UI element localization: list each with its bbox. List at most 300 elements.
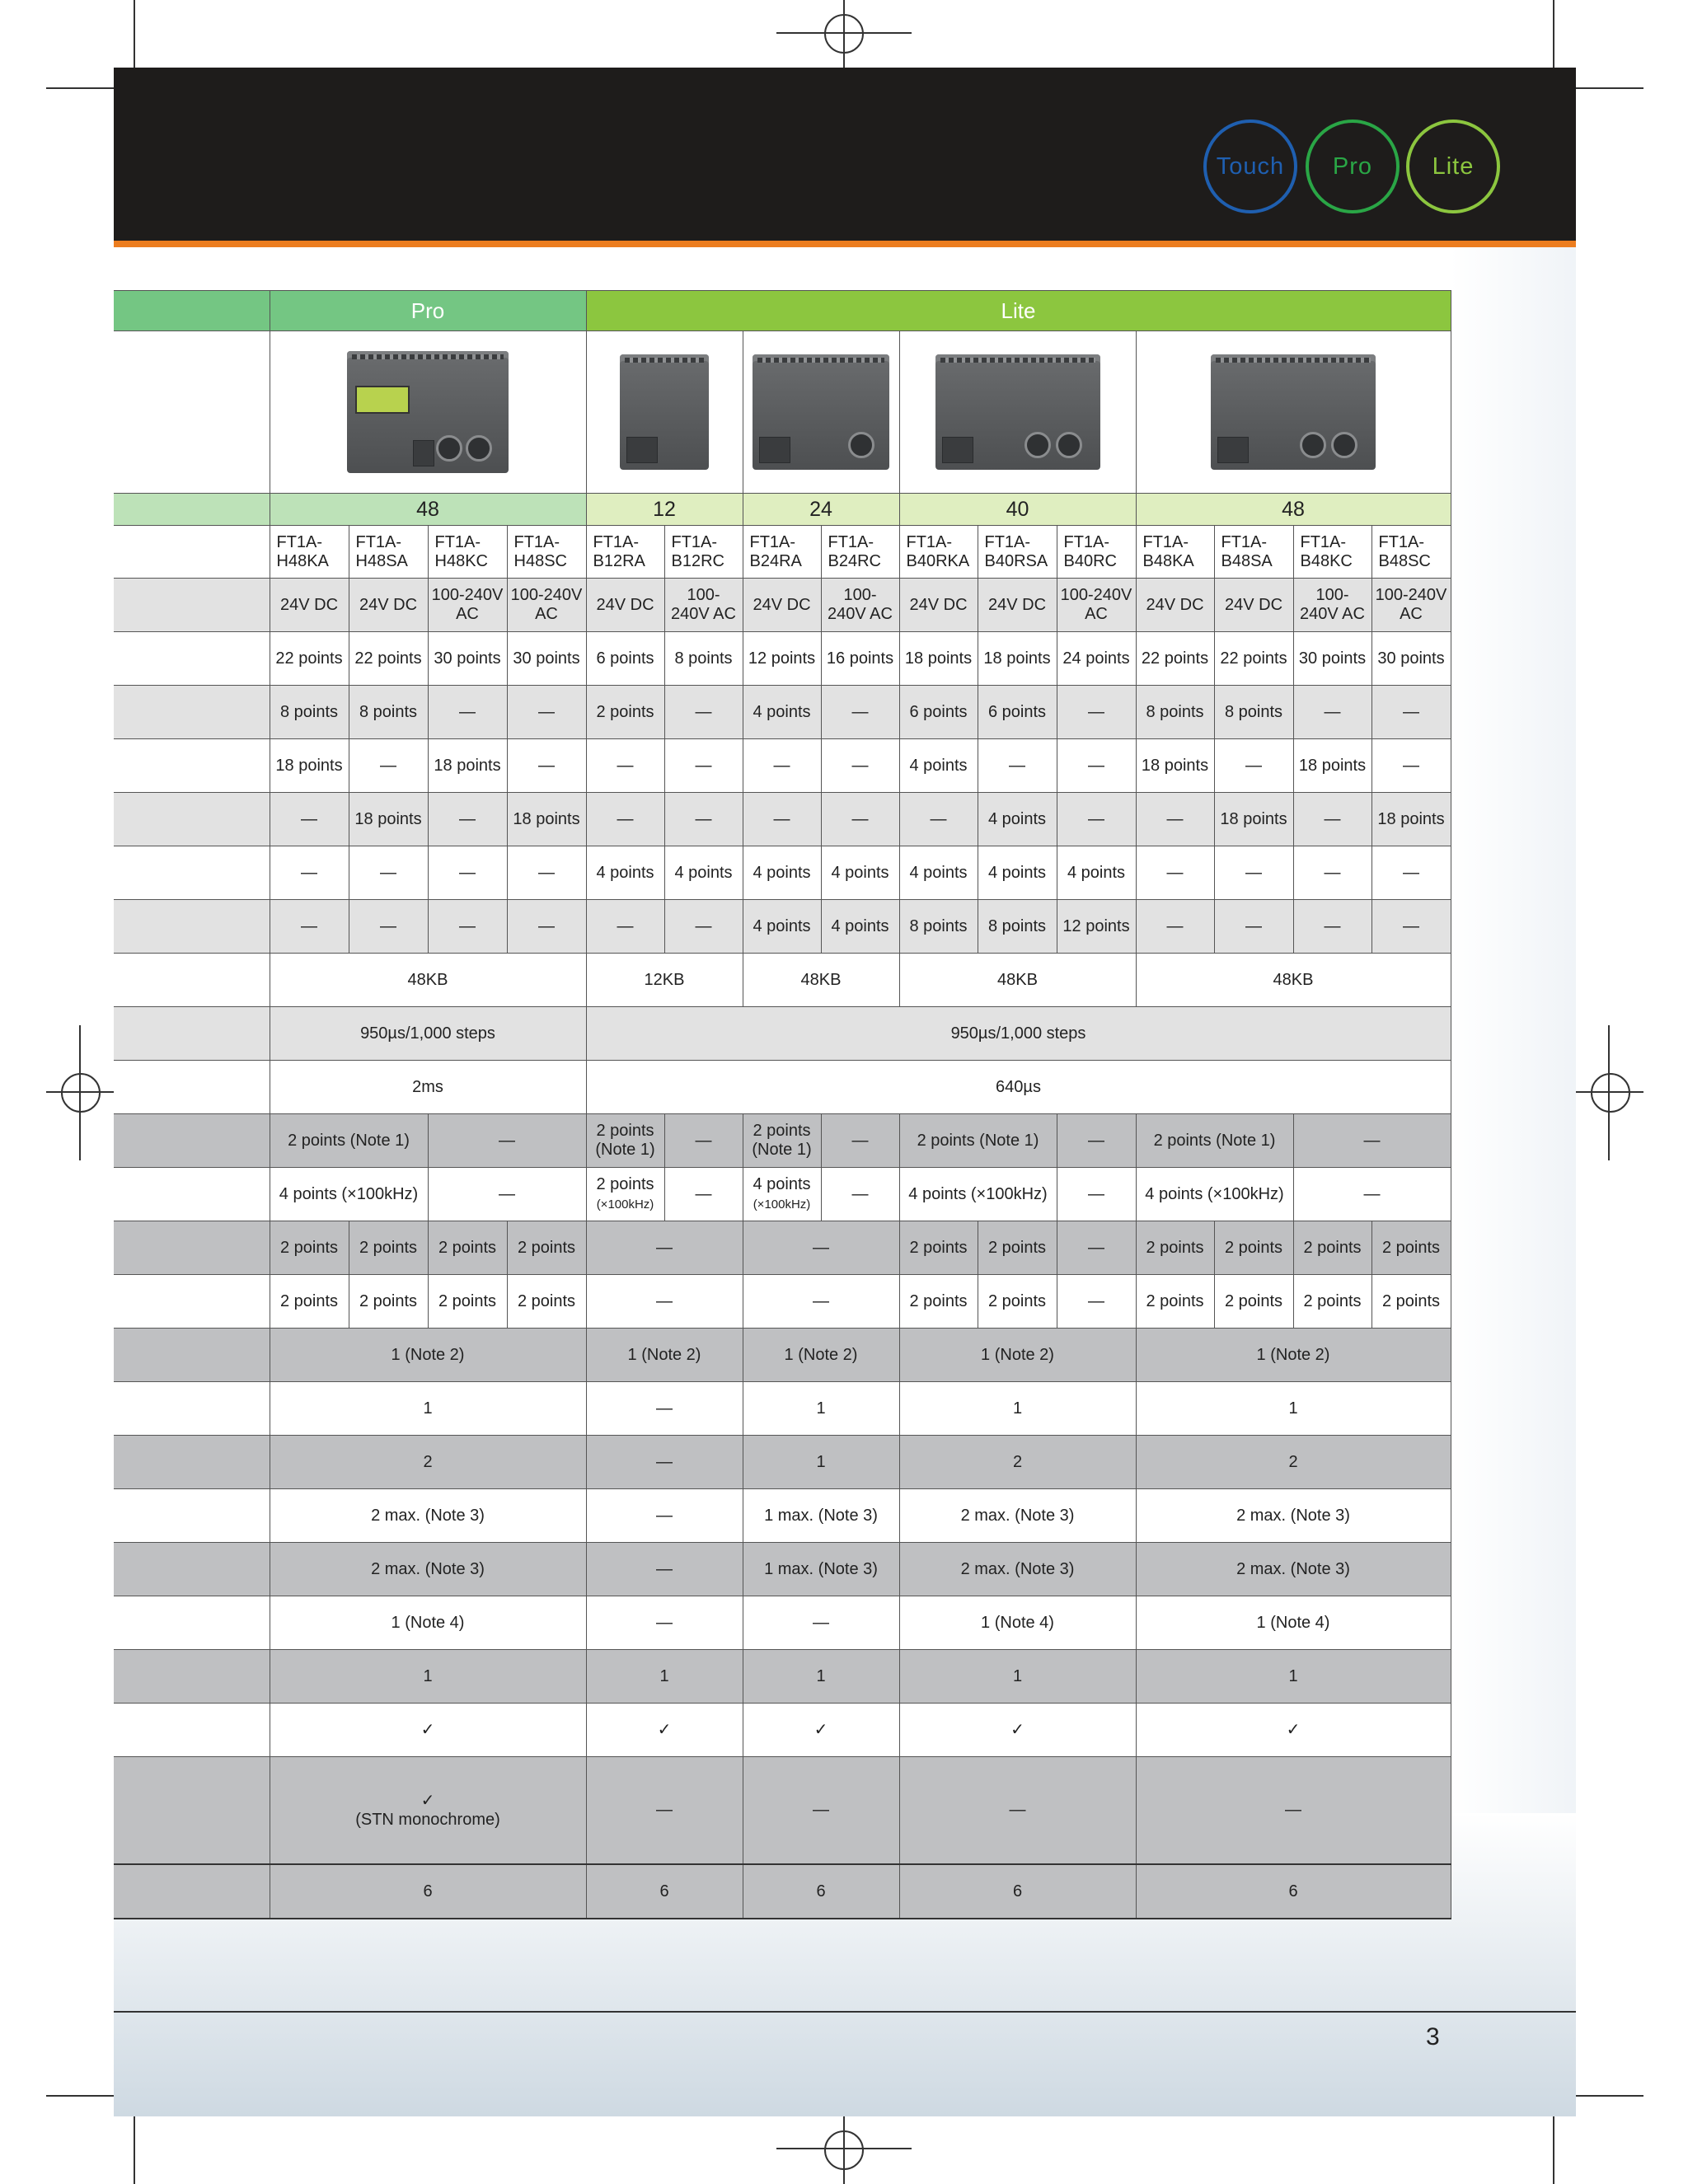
- value-cell: 2: [1136, 1436, 1451, 1489]
- value-cell: —: [1293, 793, 1372, 846]
- count-cell: 24: [743, 494, 899, 526]
- value-cell: 2 points (Note 1): [899, 1114, 1057, 1168]
- value-cell: 22 points: [349, 632, 428, 686]
- value-cell: 2 points: [428, 1221, 507, 1275]
- value-subtext: (×100kHz): [596, 1197, 654, 1212]
- crop-mark: [134, 2116, 135, 2184]
- row-label-cell: [114, 1275, 270, 1329]
- row-label-cell: [114, 793, 270, 846]
- value-cell: 18 points: [507, 793, 586, 846]
- power-cell: 24V DC: [978, 579, 1057, 632]
- value-cell: —: [586, 1436, 743, 1489]
- value-cell: —: [349, 900, 428, 954]
- value-cell: —: [1293, 1168, 1451, 1221]
- blank-cell: [114, 494, 270, 526]
- value-cell: 1 max. (Note 3): [743, 1543, 899, 1596]
- value-cell: 30 points: [428, 632, 507, 686]
- value-cell: 48KB: [743, 954, 899, 1007]
- value-cell: —: [1057, 686, 1136, 739]
- value-cell: —: [1136, 793, 1214, 846]
- power-cell: 100-240V AC: [664, 579, 743, 632]
- value-cell: —: [821, 1114, 899, 1168]
- value-cell: —: [349, 739, 428, 793]
- value-cell: —: [743, 1221, 899, 1275]
- value-cell: 1: [899, 1382, 1136, 1436]
- value-cell: 4 points (×100kHz): [1136, 1168, 1293, 1221]
- value-cell: —: [270, 846, 349, 900]
- relay-output-row: [114, 846, 1451, 900]
- value-cell: 4 points: [821, 846, 899, 900]
- power-cell: 100-240V AC: [1057, 579, 1136, 632]
- clock-row: [114, 1704, 1451, 1757]
- value-cell: 4 points: [978, 846, 1057, 900]
- value-cell: 12KB: [586, 954, 743, 1007]
- serial-port-row: [114, 1436, 1451, 1489]
- value-cell: —: [428, 1114, 586, 1168]
- value-cell: —: [1372, 686, 1451, 739]
- model-cell: FT1A-B48KC: [1293, 526, 1372, 579]
- value-cell: 1 (Note 2): [1136, 1329, 1451, 1382]
- power-cell: 100-240V AC: [507, 579, 586, 632]
- value-cell: —: [1136, 1757, 1451, 1865]
- value-cell: 2 max. (Note 3): [899, 1543, 1136, 1596]
- power-cell: 100-240V AC: [821, 579, 899, 632]
- model-row: [114, 526, 1451, 579]
- value-cell: —: [507, 846, 586, 900]
- value-cell: 8 points: [349, 686, 428, 739]
- pro-badge: Pro: [1306, 120, 1400, 213]
- value-text: 2 points: [596, 1174, 654, 1193]
- value-cell: 6: [270, 1864, 586, 1919]
- row-label-cell: [114, 954, 270, 1007]
- check-icon: ✓: [420, 1791, 435, 1810]
- value-cell: 2 points: [1293, 1275, 1372, 1329]
- touch-badge: Touch: [1203, 120, 1297, 213]
- row-label-cell: [114, 526, 270, 579]
- model-cell: FT1A-H48KA: [270, 526, 349, 579]
- power-cell: 100-240V AC: [1372, 579, 1451, 632]
- value-cell: 4 points (×100kHz): [270, 1168, 428, 1221]
- model-cell: FT1A-H48SA: [349, 526, 428, 579]
- value-cell: 18 points: [978, 632, 1057, 686]
- registration-mark: [1591, 1073, 1630, 1113]
- registration-line: [1608, 1025, 1610, 1160]
- value-text: 4 points: [753, 1174, 811, 1193]
- value-cell: —: [1372, 846, 1451, 900]
- value-cell: 2 max. (Note 3): [270, 1489, 586, 1543]
- value-cell: —: [821, 1168, 899, 1221]
- value-cell: —: [1136, 846, 1214, 900]
- value-cell: 4 points: [899, 846, 978, 900]
- value-cell: 6: [586, 1864, 743, 1919]
- power-supply-row: [114, 579, 1451, 632]
- value-cell: 48KB: [270, 954, 586, 1007]
- value-cell: 2 max. (Note 3): [1136, 1543, 1451, 1596]
- value-cell: —: [1214, 739, 1293, 793]
- value-cell: —: [899, 1757, 1136, 1865]
- value-cell: 2: [270, 1436, 586, 1489]
- row-label-cell: [114, 579, 270, 632]
- value-cell: 6 points: [899, 686, 978, 739]
- footer-rule: [114, 2011, 1576, 2013]
- power-cell: 24V DC: [586, 579, 664, 632]
- power-cell: 24V DC: [1136, 579, 1214, 632]
- value-cell: 1 (Note 2): [743, 1329, 899, 1382]
- value-cell: 2 points (Note 1): [270, 1114, 428, 1168]
- model-cell: FT1A-B24RA: [743, 526, 821, 579]
- row-label-cell: [114, 1168, 270, 1221]
- pro-band: Pro: [270, 291, 586, 331]
- value-cell: 1: [743, 1436, 899, 1489]
- power-cell: 24V DC: [349, 579, 428, 632]
- power-cell: 100-240V AC: [428, 579, 507, 632]
- value-cell: —: [586, 1543, 743, 1596]
- value-cell: 6: [743, 1864, 899, 1919]
- value-cell: 640µs: [586, 1061, 1451, 1114]
- value-cell: 2 max. (Note 3): [270, 1543, 586, 1596]
- value-cell: 2 points (Note 1): [1136, 1114, 1293, 1168]
- registration-line: [843, 0, 845, 68]
- value-cell: 8 points: [270, 686, 349, 739]
- row-label-cell: [114, 1650, 270, 1704]
- value-cell: 4 points: [743, 686, 821, 739]
- row-label-cell: [114, 686, 270, 739]
- row-label-cell: [114, 1382, 270, 1436]
- value-cell: —: [270, 900, 349, 954]
- value-cell: —: [821, 686, 899, 739]
- value-cell: —: [899, 793, 978, 846]
- analog-output-row: [114, 1114, 1451, 1168]
- value-text: (STN monochrome): [355, 1810, 500, 1829]
- value-cell: 4 points: [821, 900, 899, 954]
- value-cell: 4 points (×100kHz): [899, 1168, 1057, 1221]
- value-cell: 48KB: [899, 954, 1136, 1007]
- value-cell: 8 points: [978, 900, 1057, 954]
- value-cell: —: [743, 793, 821, 846]
- model-cell: FT1A-B12RC: [664, 526, 743, 579]
- check-icon: ✓: [899, 1704, 1136, 1757]
- ethernet-port-row: [114, 1382, 1451, 1436]
- blank-cell: [114, 331, 270, 494]
- value-cell: 12 points: [743, 632, 821, 686]
- cartridge-row: [114, 1489, 1451, 1543]
- row-label-cell: [114, 1596, 270, 1650]
- cartridge-2-row: [114, 1543, 1451, 1596]
- value-cell: —: [507, 739, 586, 793]
- row-label-cell: [114, 1704, 270, 1757]
- count-cell: 48: [1136, 494, 1451, 526]
- value-cell: —: [664, 1114, 743, 1168]
- value-cell: 2 max. (Note 3): [1136, 1489, 1451, 1543]
- io-count-row: [114, 494, 1451, 526]
- value-cell: —: [586, 1489, 743, 1543]
- row-label-cell: [114, 1757, 270, 1865]
- value-cell: 22 points: [270, 632, 349, 686]
- lite-48-product-image: [1136, 331, 1451, 494]
- value-cell: —: [586, 1275, 743, 1329]
- blank-cell: [114, 291, 270, 331]
- value-cell: 30 points: [1372, 632, 1451, 686]
- value-cell: 2 points: [1136, 1221, 1214, 1275]
- crop-mark: [46, 2095, 114, 2097]
- lite-40-product-image: [899, 331, 1136, 494]
- transistor-source-row: [114, 793, 1451, 846]
- value-cell: [743, 1168, 821, 1221]
- value-cell: 18 points: [1293, 739, 1372, 793]
- value-cell: 2 points: [270, 1275, 349, 1329]
- registration-mark: [61, 1073, 101, 1113]
- value-cell: —: [1057, 793, 1136, 846]
- value-cell: 4 points: [1057, 846, 1136, 900]
- row-label-cell: [114, 1114, 270, 1168]
- value-cell: —: [1293, 900, 1372, 954]
- pwm-output-row: [114, 1275, 1451, 1329]
- value-cell: 4 points: [899, 739, 978, 793]
- value-cell: —: [586, 1757, 743, 1865]
- value-cell: 2 points: [899, 1275, 978, 1329]
- value-cell: 1: [1136, 1382, 1451, 1436]
- value-cell: —: [1057, 1275, 1136, 1329]
- value-cell: 6: [899, 1864, 1136, 1919]
- value-subtext: (×100kHz): [753, 1197, 811, 1212]
- value-cell: —: [821, 739, 899, 793]
- power-cell: 24V DC: [1214, 579, 1293, 632]
- row-label-cell: [114, 1221, 270, 1275]
- model-cell: FT1A-B40RC: [1057, 526, 1136, 579]
- model-cell: FT1A-B40RKA: [899, 526, 978, 579]
- value-cell: —: [664, 1168, 743, 1221]
- value-cell: 48KB: [1136, 954, 1451, 1007]
- value-cell: —: [664, 900, 743, 954]
- model-cell: FT1A-B48SC: [1372, 526, 1451, 579]
- value-cell: —: [821, 793, 899, 846]
- row-label-cell: [114, 1329, 270, 1382]
- value-cell: 1 (Note 2): [586, 1329, 743, 1382]
- value-cell: 1: [743, 1382, 899, 1436]
- lite-band: Lite: [586, 291, 1451, 331]
- value-cell: 1 (Note 4): [899, 1596, 1136, 1650]
- expansion-row: [114, 1596, 1451, 1650]
- model-cell: FT1A-B12RA: [586, 526, 664, 579]
- crop-mark: [1576, 87, 1643, 89]
- check-icon: ✓: [586, 1704, 743, 1757]
- row-label-cell: [114, 1061, 270, 1114]
- value-cell: 2 points: [349, 1275, 428, 1329]
- value-cell: —: [428, 793, 507, 846]
- header-accent-stripe: [114, 241, 1576, 247]
- lite-badge: Lite: [1406, 120, 1500, 213]
- row-label-cell: [114, 846, 270, 900]
- value-cell: 2 points: [978, 1275, 1057, 1329]
- value-cell: 2 points (Note 1): [586, 1114, 664, 1168]
- value-cell: 6 points: [586, 632, 664, 686]
- table-row: [114, 291, 1451, 331]
- product-images-row: [114, 331, 1451, 494]
- value-cell: 2 points: [1372, 1221, 1451, 1275]
- value-cell: —: [743, 1757, 899, 1865]
- value-cell: 18 points: [428, 739, 507, 793]
- sd-card-row: [114, 1650, 1451, 1704]
- page-number: 3: [1426, 2023, 1440, 2050]
- value-cell: 2ms: [270, 1061, 586, 1114]
- value-cell: —: [664, 793, 743, 846]
- value-cell: —: [1057, 1168, 1136, 1221]
- value-cell: 30 points: [507, 632, 586, 686]
- pro-product-image: [270, 331, 586, 494]
- row-label-cell: [114, 1543, 270, 1596]
- value-cell: 1 (Note 4): [1136, 1596, 1451, 1650]
- value-cell: 2 max. (Note 3): [899, 1489, 1136, 1543]
- value-cell: 2: [899, 1436, 1136, 1489]
- value-cell: —: [743, 1596, 899, 1650]
- value-cell: —: [664, 739, 743, 793]
- usb-port-row: [114, 1329, 1451, 1382]
- pulse-output-row: [114, 1221, 1451, 1275]
- value-cell: 2 points: [978, 1221, 1057, 1275]
- value-cell: —: [507, 900, 586, 954]
- registration-line: [843, 2116, 845, 2184]
- display-row: [114, 1757, 1451, 1865]
- value-cell: 1: [1136, 1650, 1451, 1704]
- value-cell: 6 points: [978, 686, 1057, 739]
- crop-mark: [1553, 0, 1554, 68]
- value-cell: —: [1372, 739, 1451, 793]
- model-cell: FT1A-B24RC: [821, 526, 899, 579]
- registration-line: [1576, 1091, 1643, 1093]
- value-cell: 18 points: [349, 793, 428, 846]
- check-icon: ✓: [1136, 1704, 1451, 1757]
- value-cell: 2 points: [349, 1221, 428, 1275]
- relay-output-2-row: [114, 900, 1451, 954]
- value-cell: —: [428, 1168, 586, 1221]
- crop-mark: [1553, 2116, 1554, 2184]
- row-label-cell: [114, 900, 270, 954]
- value-cell: —: [428, 846, 507, 900]
- value-cell: —: [428, 686, 507, 739]
- value-cell: 22 points: [1136, 632, 1214, 686]
- value-cell: —: [586, 1596, 743, 1650]
- value-cell: 24 points: [1057, 632, 1136, 686]
- model-cell: FT1A-H48SC: [507, 526, 586, 579]
- value-cell: 950µs/1,000 steps: [586, 1007, 1451, 1061]
- value-cell: —: [743, 1275, 899, 1329]
- value-cell: —: [586, 739, 664, 793]
- value-cell: 2 points: [507, 1221, 586, 1275]
- value-cell: 1 max. (Note 3): [743, 1489, 899, 1543]
- value-cell: 22 points: [1214, 632, 1293, 686]
- value-cell: [586, 1168, 664, 1221]
- power-cell: 24V DC: [743, 579, 821, 632]
- value-cell: 1 (Note 2): [899, 1329, 1136, 1382]
- value-cell: —: [1214, 900, 1293, 954]
- value-cell: 2 points: [586, 686, 664, 739]
- row-label-cell: [114, 632, 270, 686]
- power-cell: 24V DC: [899, 579, 978, 632]
- value-cell: 950µs/1,000 steps: [270, 1007, 586, 1061]
- last-row: [114, 1864, 1451, 1919]
- registration-line: [79, 1025, 81, 1160]
- value-cell: 4 points: [743, 846, 821, 900]
- value-cell: —: [1293, 1114, 1451, 1168]
- crop-mark: [1576, 2095, 1643, 2097]
- value-cell: 8 points: [899, 900, 978, 954]
- value-cell: 1: [586, 1650, 743, 1704]
- value-cell: 2 points: [899, 1221, 978, 1275]
- crop-mark: [134, 0, 135, 68]
- value-cell: 18 points: [899, 632, 978, 686]
- crop-mark: [46, 87, 114, 89]
- count-cell: 40: [899, 494, 1136, 526]
- value-cell: 18 points: [1136, 739, 1214, 793]
- value-cell: —: [978, 739, 1057, 793]
- value-cell: 4 points: [664, 846, 743, 900]
- value-cell: 8 points: [1136, 686, 1214, 739]
- row-label-cell: [114, 1436, 270, 1489]
- power-cell: 100-240V AC: [1293, 579, 1372, 632]
- value-cell: 2 points: [270, 1221, 349, 1275]
- row-label-cell: [114, 1007, 270, 1061]
- scan-time-row: [114, 1061, 1451, 1114]
- value-cell: 8 points: [664, 632, 743, 686]
- value-cell: [270, 1757, 586, 1865]
- value-cell: 16 points: [821, 632, 899, 686]
- value-cell: 1: [270, 1650, 586, 1704]
- row-label-cell: [114, 1864, 270, 1919]
- high-speed-counter-row: [114, 1168, 1451, 1221]
- value-cell: —: [586, 1221, 743, 1275]
- value-cell: 18 points: [1214, 793, 1293, 846]
- value-cell: 18 points: [1372, 793, 1451, 846]
- processing-speed-row: [114, 1007, 1451, 1061]
- value-cell: 4 points: [586, 846, 664, 900]
- value-cell: 12 points: [1057, 900, 1136, 954]
- value-cell: 2 points (Note 1): [743, 1114, 821, 1168]
- value-cell: —: [1214, 846, 1293, 900]
- digital-inputs-row: [114, 632, 1451, 686]
- value-cell: 4 points: [978, 793, 1057, 846]
- value-cell: —: [349, 846, 428, 900]
- lite-24-product-image: [743, 331, 899, 494]
- value-cell: —: [586, 793, 664, 846]
- value-cell: 6: [1136, 1864, 1451, 1919]
- analog-inputs-row: [114, 686, 1451, 739]
- value-cell: —: [270, 793, 349, 846]
- value-cell: 1: [270, 1382, 586, 1436]
- model-cell: FT1A-B48KA: [1136, 526, 1214, 579]
- value-cell: —: [1136, 900, 1214, 954]
- value-cell: 1: [899, 1650, 1136, 1704]
- value-cell: 18 points: [270, 739, 349, 793]
- count-cell: 48: [270, 494, 586, 526]
- value-cell: —: [428, 900, 507, 954]
- memory-row: [114, 954, 1451, 1007]
- value-cell: 30 points: [1293, 632, 1372, 686]
- background-shade: [1451, 247, 1576, 1813]
- value-cell: —: [507, 686, 586, 739]
- check-icon: ✓: [270, 1704, 586, 1757]
- row-label-cell: [114, 1489, 270, 1543]
- value-cell: —: [1293, 846, 1372, 900]
- count-cell: 12: [586, 494, 743, 526]
- model-cell: FT1A-B48SA: [1214, 526, 1293, 579]
- value-cell: 2 points: [1214, 1275, 1293, 1329]
- value-cell: —: [1057, 1114, 1136, 1168]
- check-icon: ✓: [743, 1704, 899, 1757]
- value-cell: —: [1372, 900, 1451, 954]
- lite-12-product-image: [586, 331, 743, 494]
- row-label-cell: [114, 739, 270, 793]
- value-cell: —: [1293, 686, 1372, 739]
